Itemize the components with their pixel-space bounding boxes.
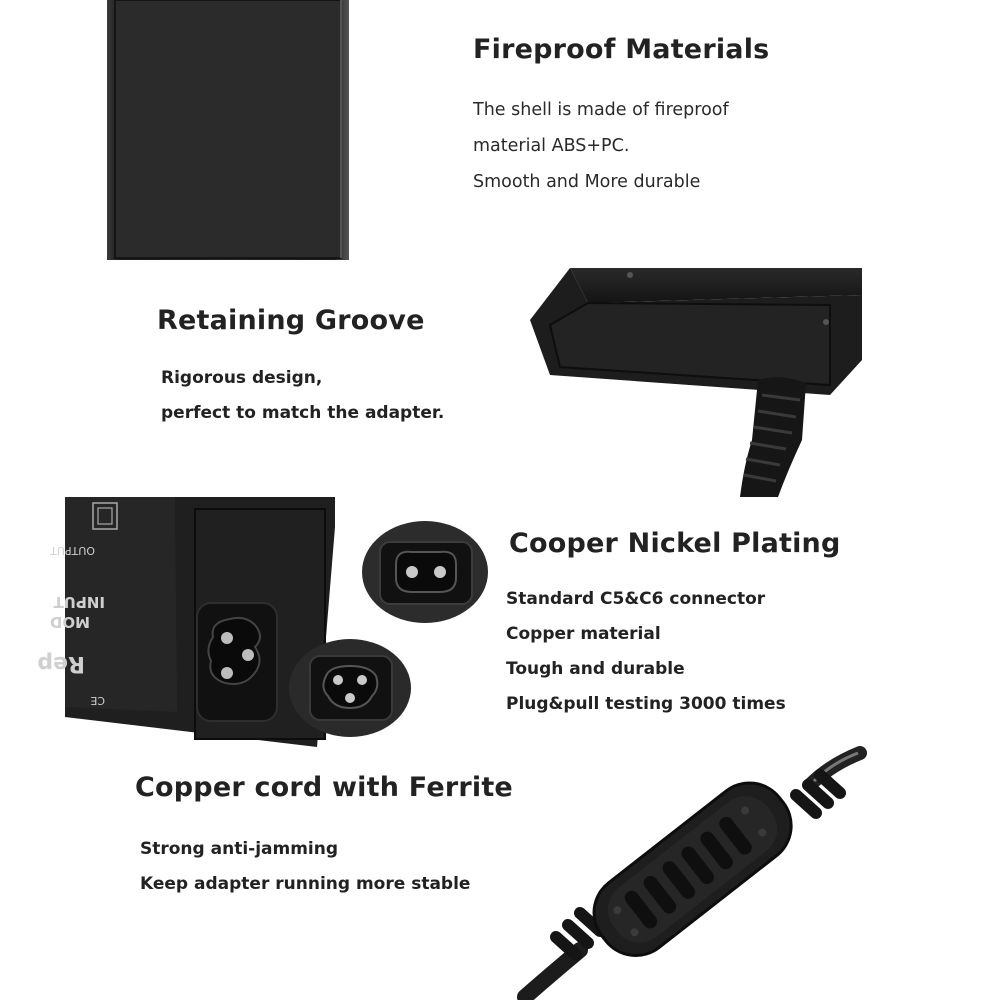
c5-connector-closeup <box>360 520 490 625</box>
adapter-shell-photo <box>105 0 355 262</box>
fireproof-line-2: material ABS+PC. <box>473 136 630 156</box>
adapter-cert-label: CE <box>90 694 105 707</box>
section-title-cooper-nickel: Cooper Nickel Plating <box>509 528 841 559</box>
plating-line-1: Standard C5&C6 connector <box>506 589 766 609</box>
section-title-copper-cord: Copper cord with Ferrite <box>135 772 513 803</box>
section-title-retaining-groove: Retaining Groove <box>157 305 425 336</box>
adapter-groove-photo <box>530 265 870 500</box>
cord-line-1: Strong anti-jamming <box>140 839 339 859</box>
adapter-brand-label: Rep <box>37 651 85 676</box>
adapter-output-label: OUTPUT <box>50 544 95 557</box>
fireproof-line-1: The shell is made of fireproof <box>473 100 729 120</box>
plating-line-4: Plug&pull testing 3000 times <box>506 694 786 714</box>
groove-line-1: Rigorous design, <box>161 368 323 388</box>
fireproof-line-3: Smooth and More durable <box>473 172 701 192</box>
adapter-input-label: INPUT <box>53 593 105 611</box>
plating-line-2: Copper material <box>506 624 661 644</box>
section-title-fireproof: Fireproof Materials <box>473 34 770 65</box>
groove-line-2: perfect to match the adapter. <box>161 403 445 423</box>
plating-line-3: Tough and durable <box>506 659 685 679</box>
adapter-model-label: MOD <box>49 613 90 631</box>
ferrite-cord-photo <box>520 745 865 1000</box>
cord-line-2: Keep adapter running more stable <box>140 874 471 894</box>
c6-connector-closeup <box>288 638 413 738</box>
